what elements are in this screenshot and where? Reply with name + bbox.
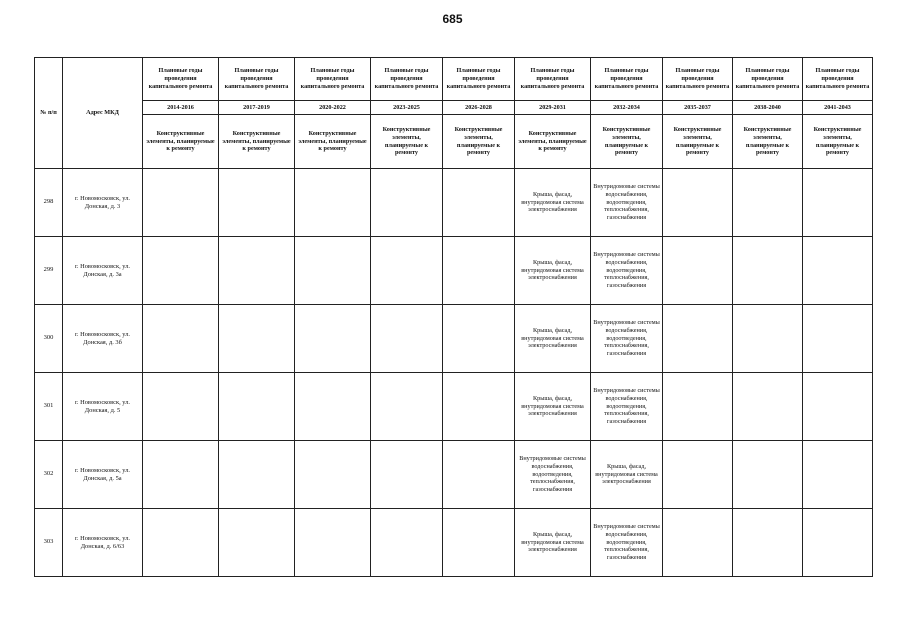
row-elements-cell: Внутридомовые системы водоснабжения, водоотведения, теплоснабжения, газоснабжения [591, 237, 663, 305]
header-period-years: 2035-2037 [663, 101, 733, 115]
header-period-years: 2032-2034 [591, 101, 663, 115]
header-elements-label: Конструктивные элементы, планируемые к ремонту [515, 115, 591, 169]
row-elements-cell [295, 441, 371, 509]
row-elements-cell [219, 373, 295, 441]
header-address: Адрес МКД [63, 58, 143, 169]
row-address: г. Новомосковск, ул. Донская, д. 6/63 [63, 509, 143, 577]
header-period-title: Плановые годы проведения капитального ремонта [663, 58, 733, 101]
row-elements-cell: Внутридомовые системы водоснабжения, водоотведения, теплоснабжения, газоснабжения [515, 441, 591, 509]
header-period-title: Плановые годы проведения капитального ремонта [295, 58, 371, 101]
row-elements-cell [443, 373, 515, 441]
row-elements-cell: Внутридомовые системы водоснабжения, водоотведения, теплоснабжения, газоснабжения [591, 509, 663, 577]
row-elements-cell: Внутридомовые системы водоснабжения, водоотведения, теплоснабжения, газоснабжения [591, 169, 663, 237]
row-elements-cell [143, 305, 219, 373]
header-period-title: Плановые годы проведения капитального ремонта [143, 58, 219, 101]
header-period-title: Плановые годы проведения капитального ремонта [443, 58, 515, 101]
row-elements-cell [733, 305, 803, 373]
header-period-title: Плановые годы проведения капитального ремонта [591, 58, 663, 101]
row-number: 302 [35, 441, 63, 509]
row-elements-cell [663, 373, 733, 441]
row-elements-cell [219, 305, 295, 373]
header-period-years: 2014-2016 [143, 101, 219, 115]
row-elements-cell [371, 237, 443, 305]
table-body [35, 169, 873, 577]
header-period-years: 2029-2031 [515, 101, 591, 115]
header-period-years: 2026-2028 [443, 101, 515, 115]
row-elements-cell [663, 169, 733, 237]
header-period-title: Плановые годы проведения капитального ремонта [515, 58, 591, 101]
row-elements-cell: Крыша, фасад, внутридомовая система электроснабжения [515, 305, 591, 373]
row-elements-cell: Крыша, фасад, внутридомовая система электроснабжения [515, 237, 591, 305]
row-elements-cell [803, 373, 873, 441]
row-elements-cell: Крыша, фасад, внутридомовая система электроснабжения [515, 373, 591, 441]
header-period-title: Плановые годы проведения капитального ремонта [803, 58, 873, 101]
row-elements-cell [219, 169, 295, 237]
table-row [35, 509, 873, 577]
row-elements-cell [803, 441, 873, 509]
row-elements-cell [733, 441, 803, 509]
row-elements-cell: Крыша, фасад, внутридомовая система электроснабжения [515, 509, 591, 577]
row-address: г. Новомосковск, ул. Донская, д. 3а [63, 237, 143, 305]
header-num: № п/п [35, 58, 63, 169]
row-elements-cell [803, 169, 873, 237]
table-row [35, 169, 873, 237]
table-row [35, 237, 873, 305]
row-elements-cell [733, 169, 803, 237]
row-elements-cell [143, 509, 219, 577]
row-number: 299 [35, 237, 63, 305]
row-elements-cell: Внутридомовые системы водоснабжения, водоотведения, теплоснабжения, газоснабжения [591, 373, 663, 441]
row-elements-cell [663, 441, 733, 509]
row-number: 303 [35, 509, 63, 577]
row-elements-cell [803, 509, 873, 577]
row-elements-cell [371, 373, 443, 441]
row-elements-cell [143, 441, 219, 509]
row-elements-cell [803, 305, 873, 373]
row-elements-cell [663, 509, 733, 577]
repair-schedule-table [34, 57, 873, 577]
header-period-years: 2023-2025 [371, 101, 443, 115]
row-elements-cell [295, 237, 371, 305]
row-elements-cell [143, 373, 219, 441]
row-elements-cell [443, 305, 515, 373]
header-elements-label: Конструктивные элементы, планируемые к ремонту [443, 115, 515, 169]
row-elements-cell [803, 237, 873, 305]
row-number: 300 [35, 305, 63, 373]
table-row [35, 441, 873, 509]
row-elements-cell [219, 509, 295, 577]
header-elements-label: Конструктивные элементы, планируемые к ремонту [371, 115, 443, 169]
row-elements-cell [733, 373, 803, 441]
row-elements-cell [295, 373, 371, 441]
row-elements-cell [443, 441, 515, 509]
row-elements-cell [295, 509, 371, 577]
row-elements-cell [295, 305, 371, 373]
header-elements-label: Конструктивные элементы, планируемые к ремонту [295, 115, 371, 169]
row-elements-cell [443, 237, 515, 305]
header-elements-label: Конструктивные элементы, планируемые к ремонту [219, 115, 295, 169]
row-elements-cell [219, 441, 295, 509]
row-elements-cell: Внутридомовые системы водоснабжения, водоотведения, теплоснабжения, газоснабжения [591, 305, 663, 373]
table-header [35, 58, 873, 169]
header-elements-label: Конструктивные элементы, планируемые к ремонту [663, 115, 733, 169]
row-elements-cell [219, 237, 295, 305]
row-elements-cell [733, 237, 803, 305]
row-elements-cell [443, 169, 515, 237]
row-elements-cell: Крыша, фасад, внутридомовая система электроснабжения [515, 169, 591, 237]
header-elements-label: Конструктивные элементы, планируемые к ремонту [143, 115, 219, 169]
header-period-years: 2041-2043 [803, 101, 873, 115]
header-elements-label: Конструктивные элементы, планируемые к ремонту [591, 115, 663, 169]
row-address: г. Новомосковск, ул. Донская, д. 5а [63, 441, 143, 509]
row-address: г. Новомосковск, ул. Донская, д. 3б [63, 305, 143, 373]
row-number: 301 [35, 373, 63, 441]
row-elements-cell [663, 237, 733, 305]
header-period-title: Плановые годы проведения капитального ремонта [733, 58, 803, 101]
header-period-years: 2038-2040 [733, 101, 803, 115]
row-elements-cell [371, 305, 443, 373]
row-elements-cell: Крыша, фасад, внутридомовая система электроснабжения [591, 441, 663, 509]
row-elements-cell [143, 237, 219, 305]
row-elements-cell [663, 305, 733, 373]
row-address: г. Новомосковск, ул. Донская, д. 5 [63, 373, 143, 441]
row-address: г. Новомосковск, ул. Донская, д. 3 [63, 169, 143, 237]
header-period-title: Плановые годы проведения капитального ремонта [371, 58, 443, 101]
header-elements-label: Конструктивные элементы, планируемые к ремонту [803, 115, 873, 169]
header-period-title: Плановые годы проведения капитального ремонта [219, 58, 295, 101]
table-row [35, 305, 873, 373]
row-elements-cell [371, 441, 443, 509]
header-period-years: 2020-2022 [295, 101, 371, 115]
page-number: 685 [442, 12, 463, 26]
row-number: 298 [35, 169, 63, 237]
row-elements-cell [371, 169, 443, 237]
row-elements-cell [443, 509, 515, 577]
header-elements-label: Конструктивные элементы, планируемые к ремонту [733, 115, 803, 169]
row-elements-cell [295, 169, 371, 237]
row-elements-cell [733, 509, 803, 577]
table-row [35, 373, 873, 441]
row-elements-cell [371, 509, 443, 577]
row-elements-cell [143, 169, 219, 237]
header-period-years: 2017-2019 [219, 101, 295, 115]
